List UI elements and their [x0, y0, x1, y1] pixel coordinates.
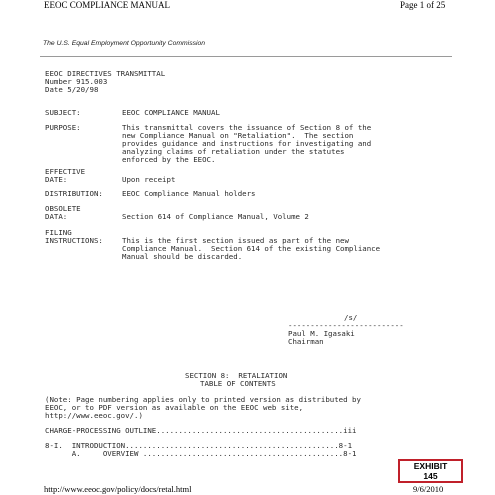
- filing-line: This is the first section issued as part of the new: [122, 236, 349, 245]
- filing-line: Manual should be discarded.: [122, 252, 243, 261]
- signature-line: --------------------------: [288, 321, 404, 330]
- filing-line: Compliance Manual. Section 614 of the existing Compliance: [122, 244, 381, 253]
- effective-label: EFFECTIVE: [45, 167, 86, 176]
- toc-entry: 8-I. INTRODUCTION................................................8-1: [45, 441, 353, 450]
- toc-note-url: http://www.eeoc.gov/.): [45, 411, 143, 420]
- filing-label: FILING: [45, 228, 72, 237]
- header-title: EEOC COMPLIANCE MANUAL: [44, 0, 170, 10]
- footer-url: http://www.eeoc.gov/policy/docs/retal.html: [44, 484, 192, 494]
- obsolete-label: OBSOLETE: [45, 204, 81, 213]
- obsolete-value: Section 614 of Compliance Manual, Volume 2: [122, 212, 309, 221]
- transmittal-heading: EEOC DIRECTIVES TRANSMITTAL: [45, 69, 166, 78]
- purpose-line: enforced by the EEOC.: [122, 155, 216, 164]
- purpose-line: provides guidance and instructions for investigating and: [122, 139, 372, 148]
- toc-note-line: EEOC, or to PDF version as available on the EEOC web site,: [45, 403, 304, 412]
- signatory-name: Paul M. Igasaki: [288, 329, 355, 338]
- transmittal-date: Date 5/20/98: [45, 85, 99, 94]
- exhibit-number: 145: [423, 470, 438, 481]
- purpose-line: analyzing claims of retaliation under the statutes: [122, 147, 345, 156]
- distribution-value: EEOC Compliance Manual holders: [122, 189, 256, 198]
- distribution-label: DISTRIBUTION:: [45, 189, 103, 198]
- toc-entry: CHARGE-PROCESSING OUTLINE..........................................iii: [45, 426, 357, 435]
- toc-note-line: (Note: Page numbering applies only to printed version as distributed by: [45, 395, 361, 404]
- obsolete-data-label: DATA:: [45, 212, 68, 221]
- effective-value: Upon receipt: [122, 175, 176, 184]
- footer-date: 9/6/2010: [413, 484, 444, 494]
- subject-label: SUBJECT:: [45, 108, 81, 117]
- subject-value: EEOC COMPLIANCE MANUAL: [122, 108, 220, 117]
- effective-date-label: DATE:: [45, 175, 68, 184]
- toc-section-title: SECTION 8: RETALIATION: [185, 371, 288, 380]
- purpose-line: new Compliance Manual on "Retaliation". The section: [122, 131, 354, 140]
- transmittal-number: Number 915.003: [45, 77, 108, 86]
- purpose-label: PURPOSE:: [45, 123, 81, 132]
- signature-mark: /s/: [344, 313, 358, 322]
- agency-name: The U.S. Equal Employment Opportunity Commission: [43, 40, 206, 47]
- exhibit-label: EXHIBIT: [413, 461, 448, 471]
- purpose-line: This transmittal covers the issuance of Section 8 of the: [122, 123, 372, 132]
- toc-entry: A. OVERVIEW .............................................8-1: [45, 449, 357, 458]
- top-divider: [40, 56, 452, 57]
- signatory-title: Chairman: [288, 337, 324, 346]
- toc-heading: TABLE OF CONTENTS: [200, 379, 276, 388]
- filing-instructions-label: INSTRUCTIONS:: [45, 236, 103, 245]
- page-number: Page 1 of 25: [400, 0, 446, 10]
- exhibit-stamp: [398, 459, 463, 483]
